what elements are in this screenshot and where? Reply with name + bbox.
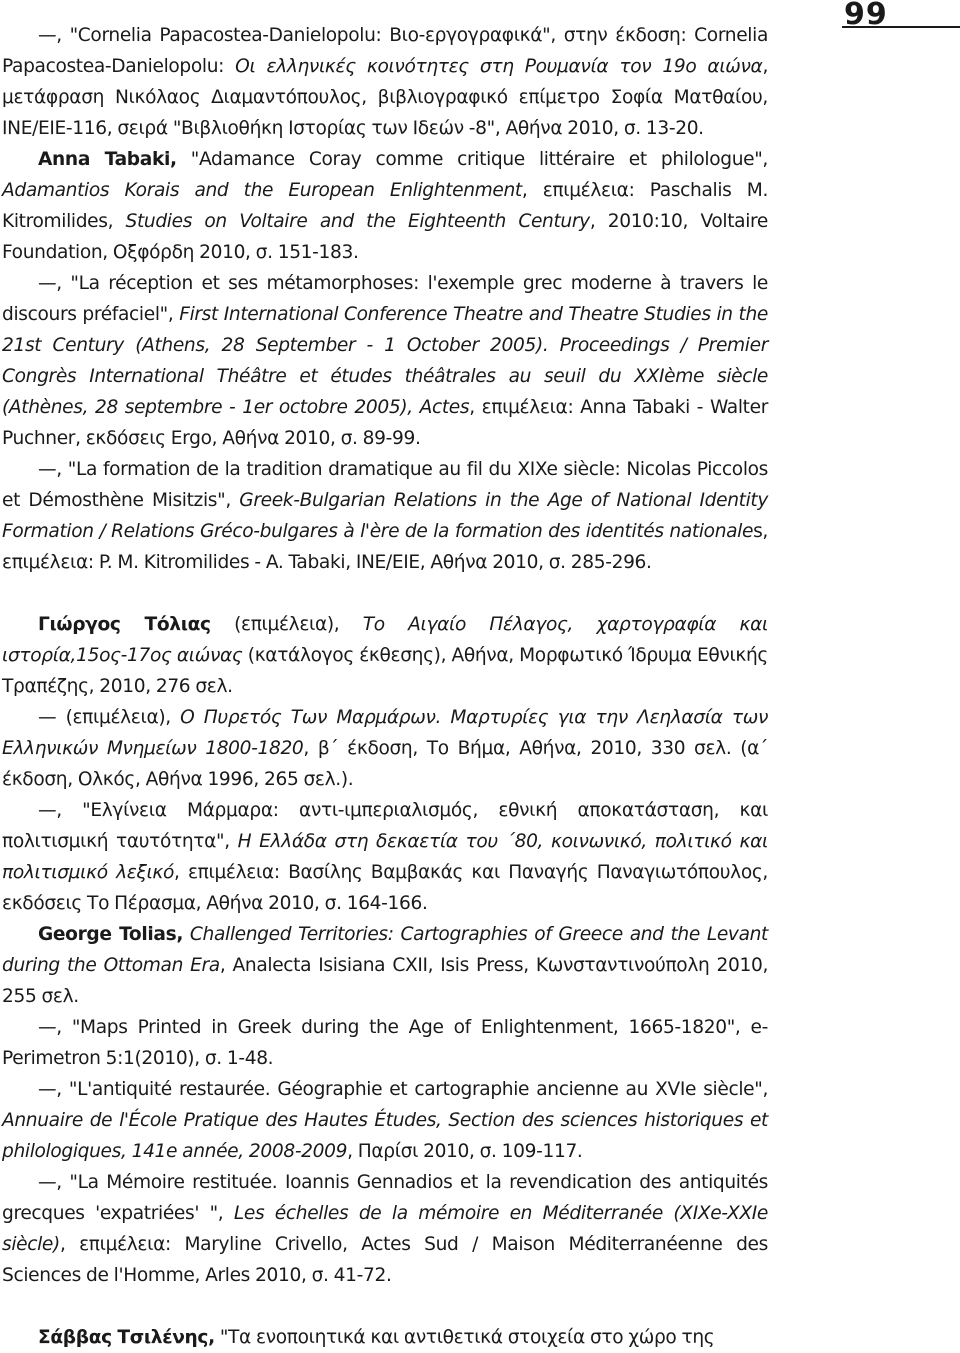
bibliography-entry bbox=[2, 919, 768, 1012]
entry-text: "Adamance Coray comme critique littéraire et philologue", bbox=[176, 149, 768, 170]
entry-text: —, "L'antiquité restaurée. Géographie et cartographie ancienne au XVIe siècle", bbox=[38, 1079, 768, 1100]
bibliography-entry bbox=[2, 609, 768, 702]
entry-text: , β΄ έκδοση, Το Βήμα, Αθήνα, 2010, 330 σελ. (α΄ έκδοση, Ολκός, Αθήνα 1996, 265 σελ.). bbox=[2, 738, 768, 790]
bibliography-entry bbox=[2, 795, 768, 919]
entry-text: —, "La Mémoire restituée. Ioannis Gennadios et la revendication des antiquités grecques 'expatriées' ", bbox=[2, 1172, 768, 1224]
page-number: 99 bbox=[842, 0, 960, 28]
entry-author: Γιώργος Τόλιας bbox=[38, 614, 211, 635]
bibliography-entry bbox=[2, 20, 768, 144]
entry-text: , επιμέλεια: Maryline Crivello, Actes Sud / Maison Méditerranéenne des Sciences de l'Homme, Arles 2010, σ. 41-72. bbox=[2, 1234, 768, 1286]
entry-title-italic: Les échelles de la mémoire en Méditerranée (XIXe-XXIe siècle) bbox=[2, 1203, 769, 1255]
section-gap bbox=[2, 1291, 768, 1322]
entry-author: Σάββας Τσιλένης, bbox=[38, 1327, 215, 1348]
entry-text: , μετάφραση Νικόλαος Διαμαντόπουλος, βιβλιογραφικό επίμετρο Σοφία Ματθαίου, ΙΝΕ/ΕΙΕ-116, σειρά "Βιβλιοθήκη Ιστορίας των Ιδεών -8", Αθήνα 2010, σ. 13-20. bbox=[2, 56, 768, 139]
entry-text: —, "Ελγίνεια Μάρμαρα: αντι-ιμπεριαλισμός, εθνική αποκατάσταση, και πολιτισμική ταυτότητα", bbox=[2, 800, 768, 852]
entry-title-italic: Το Αιγαίο Πέλαγος, χαρτογραφία και ιστορία,15ος-17ος αιώνας bbox=[2, 614, 768, 666]
entry-text: —, "La réception et ses métamorphoses: l'exemple grec moderne à travers le discours préfaciel", bbox=[2, 273, 768, 325]
bibliography-entry bbox=[2, 1074, 768, 1167]
entry-title-italic: First International Conference Theatre and Theatre Studies in the 21st Century (Athens, 28 September - 1 October 2005). Proceedings / Premier Congrès International Théâtre et études théâtrales au seuil du XXIème siècle (Athènes, 28 septembre - 1er octobre 2005), Actes bbox=[2, 304, 769, 418]
bibliography-entry bbox=[2, 1167, 768, 1291]
entry-text: —, "Cornelia Papacostea-Danielopolu: Βιο-εργογραφικά", στην έκδοση: Cornelia Papacostea-Danielopolu: bbox=[2, 25, 768, 77]
bibliography-entry bbox=[2, 454, 768, 578]
entry-title-italic: Challenged Territories: Cartographies of Greece and the Levant during the Ottoman Era bbox=[2, 924, 768, 976]
entry-text: "Τα ενοποιητικά και αντιθετικά στοιχεία στο χώρο της bbox=[214, 1327, 715, 1348]
entry-text bbox=[183, 924, 190, 945]
entry-text: , επιμέλεια: Βασίλης Βαμβακάς και Παναγής Παναγιωτόπουλος, εκδόσεις Το Πέρασμα, Αθήνα 2010, σ. 164-166. bbox=[2, 862, 768, 914]
entry-author: George Tolias, bbox=[38, 924, 184, 945]
entry-text: s, επιμέλεια: P. M. Kitromilides - A. Tabaki, INE/EIE, Αθήνα 2010, σ. 285-296. bbox=[2, 521, 768, 573]
bibliography-text bbox=[2, 20, 768, 1353]
entry-title-italic: Η Ελλάδα στη δεκαετία του ΄80, κοινωνικό, πολιτικό και πολιτισμικό λεξικό bbox=[2, 831, 768, 883]
entry-text: — (επιμέλεια), bbox=[38, 707, 181, 728]
bibliography-entry bbox=[2, 1012, 768, 1074]
bibliography-entry bbox=[2, 268, 768, 454]
bibliography-entry bbox=[2, 702, 768, 795]
entry-title-italic: Annuaire de l'École Pratique des Hautes Études, Section des sciences historiques et philologiques, 141e année, 2008-2009 bbox=[2, 1110, 768, 1162]
entry-text: , 2010:10, Voltaire Foundation, Οξφόρδη 2010, σ. 151-183. bbox=[2, 211, 768, 263]
entry-title-italic: Οι ελληνικές κοινότητες στη Ρουμανία τον 19ο αιώνα bbox=[235, 56, 763, 77]
entry-title-italic: Adamantios Korais and the European Enlightenment bbox=[2, 180, 522, 201]
entry-title-italic: Studies on Voltaire and the Eighteenth Century bbox=[125, 211, 590, 232]
entry-text: , Παρίσι 2010, σ. 109-117. bbox=[347, 1141, 583, 1162]
bibliography-entry bbox=[2, 1322, 768, 1353]
bibliography-entry bbox=[2, 144, 768, 268]
entry-text: (επιμέλεια), bbox=[210, 614, 363, 635]
section-gap bbox=[2, 578, 768, 609]
entry-text: —, "Maps Printed in Greek during the Age of Enlightenment, 1665-1820", e-Perimetron 5:1(2010), σ. 1-48. bbox=[2, 1017, 768, 1069]
entry-title-italic: Greek-Bulgarian Relations in the Age of National Identity Formation / Relations Gréco-bulgares à l'ère de la formation des identités nationale bbox=[2, 490, 769, 542]
entry-text: , Analecta Isisiana CXII, Isis Press, Κωνσταντινούπολη 2010, 255 σελ. bbox=[2, 955, 769, 1007]
entry-text: (κατάλογος έκθεσης), Αθήνα, Μορφωτικό Ίδρυμα Εθνικής Τραπέζης, 2010, 276 σελ. bbox=[2, 645, 768, 697]
entry-text: , επιμέλεια: Paschalis M. Kitromilides, bbox=[2, 180, 768, 232]
entry-text: , επιμέλεια: Anna Tabaki - Walter Puchner, εκδόσεις Ergo, Αθήνα 2010, σ. 89-99. bbox=[2, 397, 768, 449]
entry-author: Anna Tabaki, bbox=[38, 149, 177, 170]
entry-title-italic: Ο Πυρετός Των Μαρμάρων. Μαρτυρίες για την Λεηλασία των Ελληνικών Μνημείων 1800-1820 bbox=[2, 707, 768, 759]
entry-text: —, "La formation de la tradition dramatique au fil du XIXe siècle: Nicolas Piccolos et Démosthène Misitzis", bbox=[2, 459, 768, 511]
